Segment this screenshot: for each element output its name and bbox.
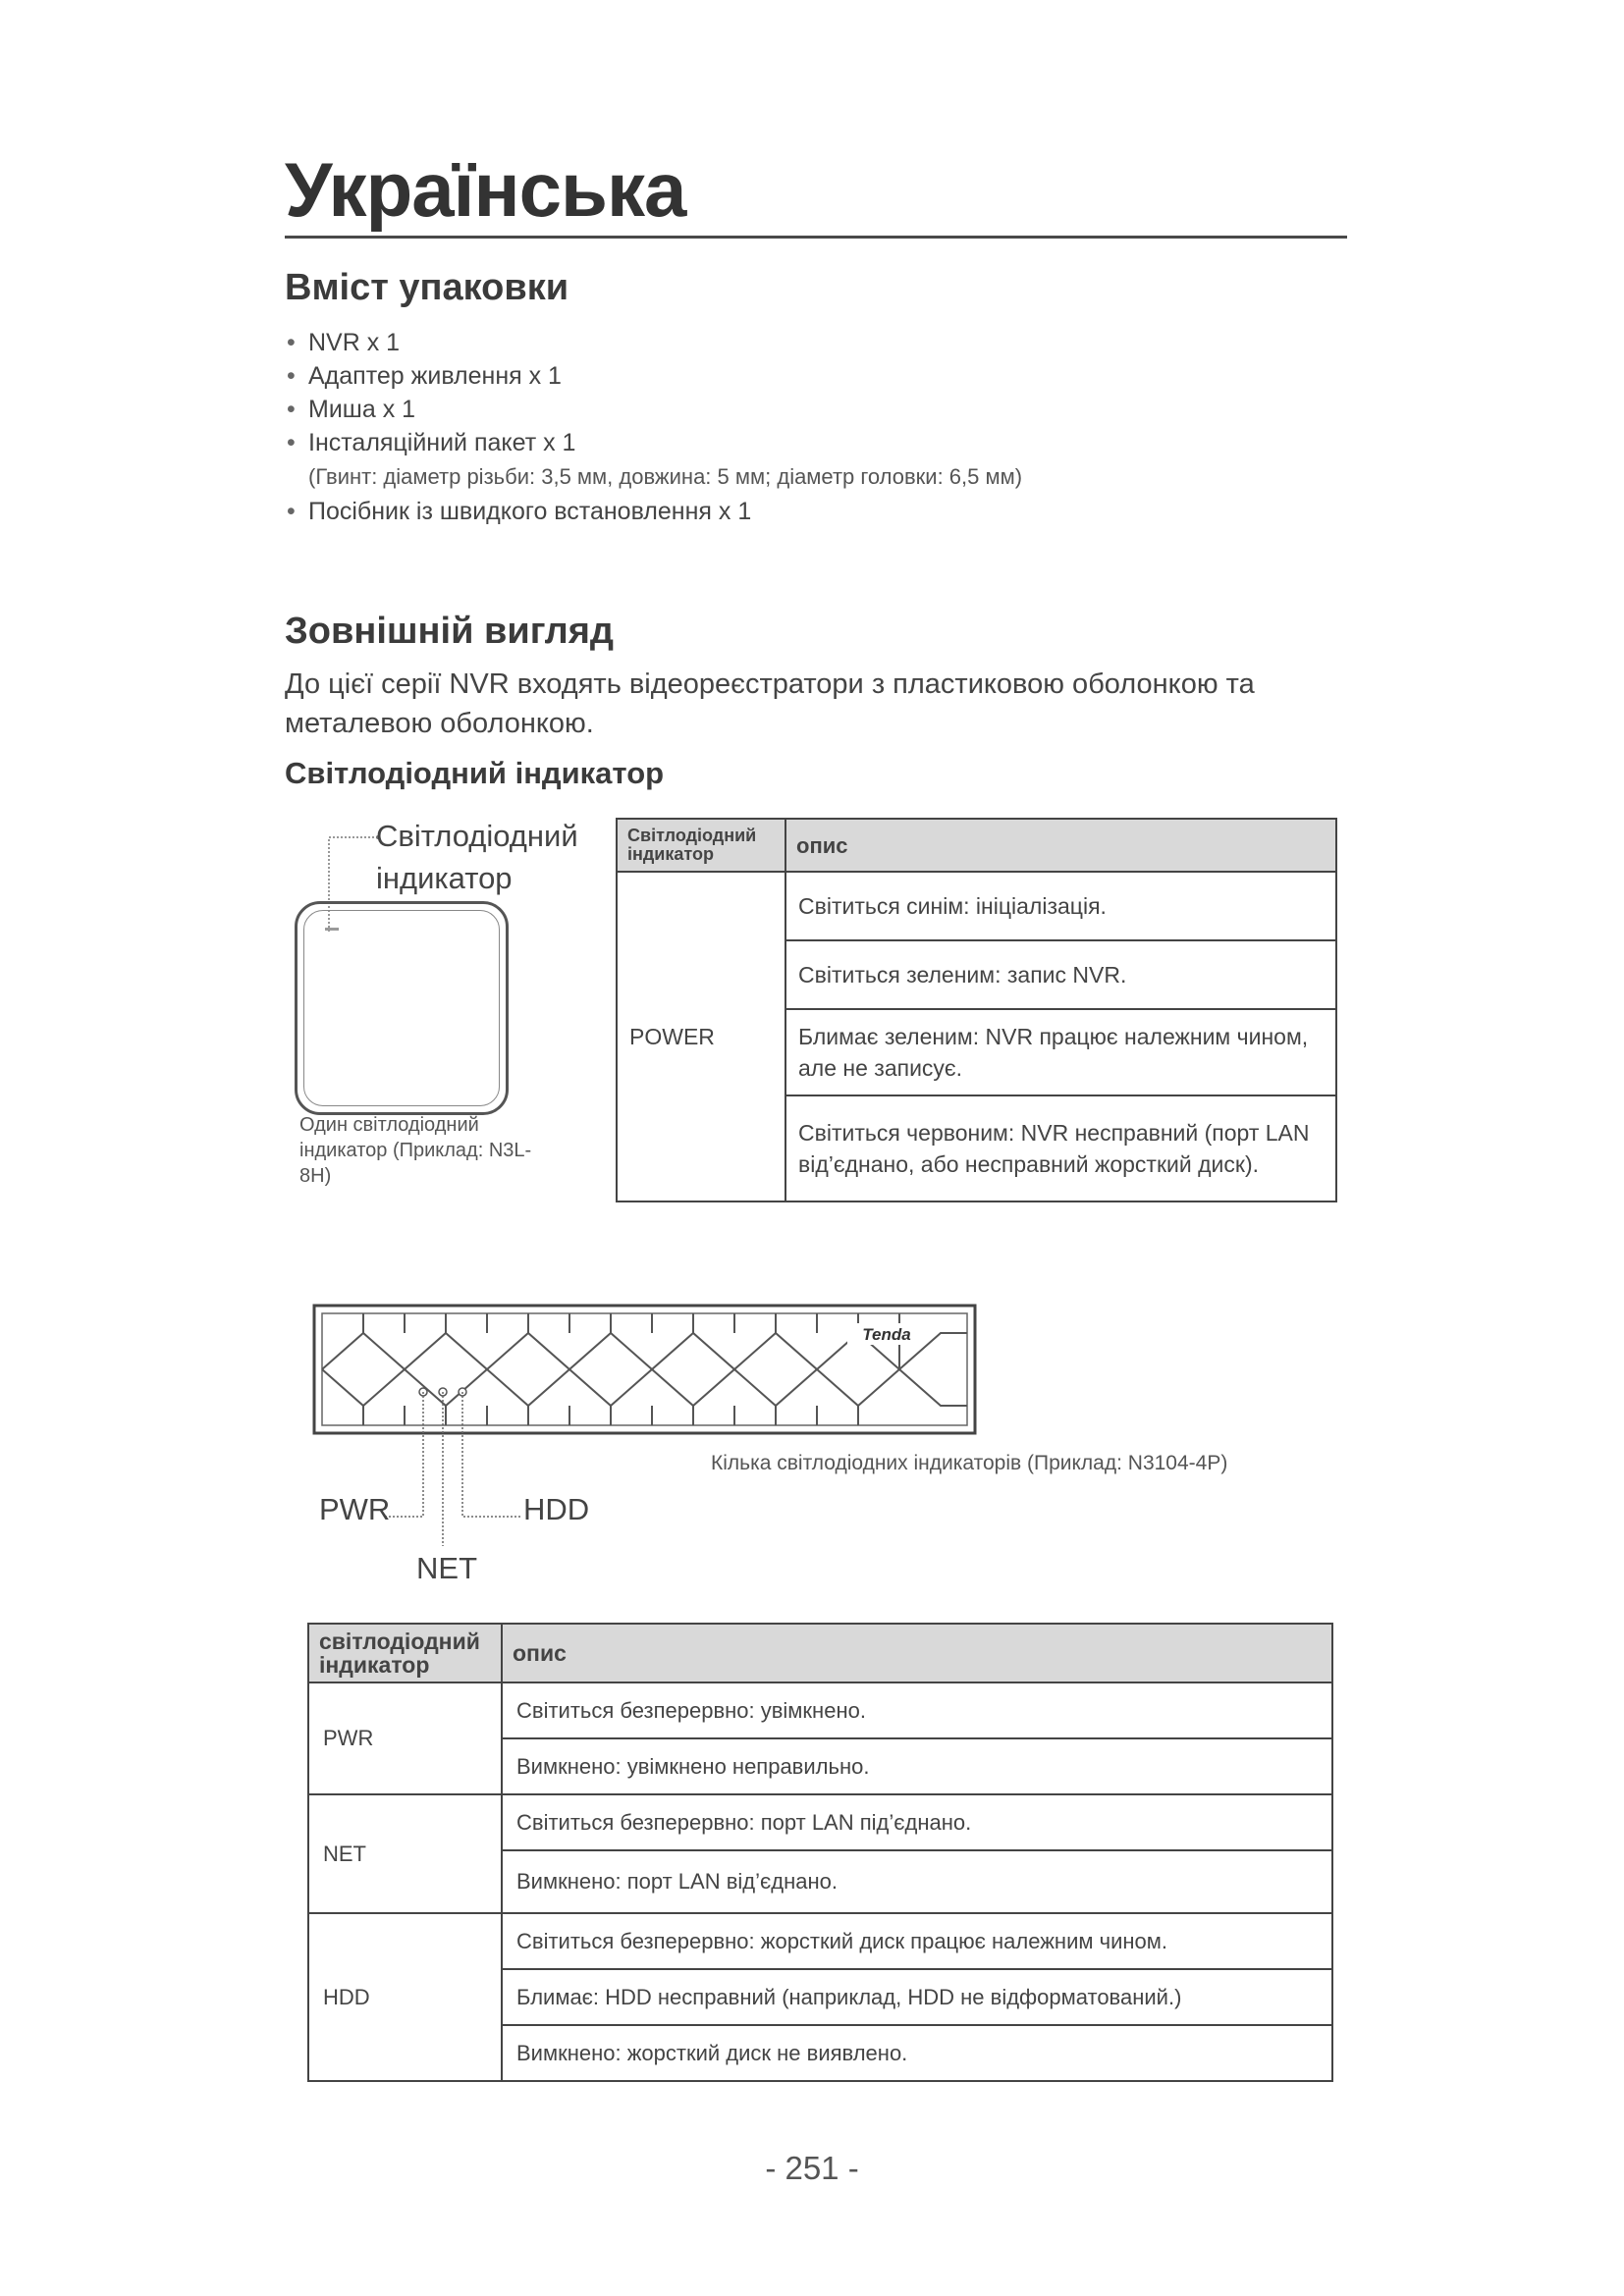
table-cell: Світиться безперервно: жорсткий диск працює належним чином. xyxy=(502,1913,1332,1969)
table-cell: Вимкнено: порт LAN від’єднано. xyxy=(502,1850,1332,1913)
table-cell: Світиться безперервно: увімкнено. xyxy=(502,1682,1332,1738)
indicator-power: POWER xyxy=(617,872,785,1201)
table-cell: Блимає зеленим: NVR працює належним чином, але не записує. xyxy=(785,1009,1336,1095)
table-cell: Світиться синім: ініціалізація. xyxy=(785,872,1336,940)
list-item-label: Інсталяційний пакет x 1 xyxy=(308,429,576,456)
hdd-label: HDD xyxy=(523,1492,590,1526)
table-header-row xyxy=(308,1624,1332,1682)
multi-led-caption: Кілька світлодіодних індикаторів (Приклад: N3104-4P) xyxy=(711,1452,1228,1474)
col-header-indicator: світлодіодний індикатор xyxy=(308,1624,502,1682)
list-item: • Адаптер живлення x 1 xyxy=(285,359,1022,393)
table-cell: Вимкнено: увімкнено неправильно. xyxy=(502,1738,1332,1794)
led-callout-label: Світлодіодний індикатор xyxy=(376,819,578,895)
title-divider xyxy=(285,236,1347,239)
single-led-caption: Один світлодіодний індикатор (Приклад: N3L-8H) xyxy=(299,1114,532,1187)
list-item: • Миша x 1 xyxy=(285,393,1022,426)
led-heading: Світлодіодний індикатор xyxy=(285,756,665,790)
list-item xyxy=(285,426,1022,495)
appearance-heading: Зовнішній вигляд xyxy=(285,611,615,652)
package-heading: Вміст упаковки xyxy=(285,267,569,308)
page-number: - 251 - xyxy=(765,2150,859,2186)
indicator-pwr: PWR xyxy=(308,1682,502,1794)
brand-logo: Tenda xyxy=(862,1325,911,1344)
multi-led-table xyxy=(307,1623,1333,2082)
indicator-hdd: HDD xyxy=(308,1913,502,2081)
table-cell: Блимає: HDD несправний (наприклад, HDD не відформатований.) xyxy=(502,1969,1332,2025)
table-row xyxy=(617,872,1336,940)
table-row xyxy=(308,1682,1332,1738)
net-label: NET xyxy=(416,1551,477,1585)
page-title: Українська xyxy=(285,146,686,233)
table-row xyxy=(308,1913,1332,1969)
table-cell: Світиться червоним: NVR несправний (порт LAN від’єднано, або несправний жорсткий диск). xyxy=(785,1095,1336,1201)
table-cell: Світиться зеленим: запис NVR. xyxy=(785,940,1336,1009)
package-list xyxy=(285,326,1022,528)
col-header-description: опис xyxy=(785,819,1336,872)
col-header-description: опис xyxy=(502,1624,1332,1682)
appearance-text: До цієї серії NVR входять відеореєстратори з пластиковою оболонкою та металевою оболонкою. xyxy=(285,668,1255,739)
install-kit-note: (Гвинт: діаметр різьби: 3,5 мм, довжина: 5 мм; діаметр головки: 6,5 мм) xyxy=(308,464,1023,489)
nvr-device-illustration xyxy=(295,901,509,1115)
table-cell: Вимкнено: жорсткий диск не виявлено. xyxy=(502,2025,1332,2081)
indicator-net: NET xyxy=(308,1794,502,1913)
led-indicator-dot xyxy=(325,928,339,931)
single-led-table xyxy=(616,818,1337,1202)
table-header-row xyxy=(617,819,1336,872)
list-item: • Посібник із швидкого встановлення x 1 xyxy=(285,495,1022,528)
col-header-indicator: Світлодіодний індикатор xyxy=(617,819,785,872)
table-row xyxy=(308,1794,1332,1850)
list-item: • NVR x 1 xyxy=(285,326,1022,359)
pwr-label: PWR xyxy=(319,1492,391,1526)
table-cell: Світиться безперервно: порт LAN під’єднано. xyxy=(502,1794,1332,1850)
